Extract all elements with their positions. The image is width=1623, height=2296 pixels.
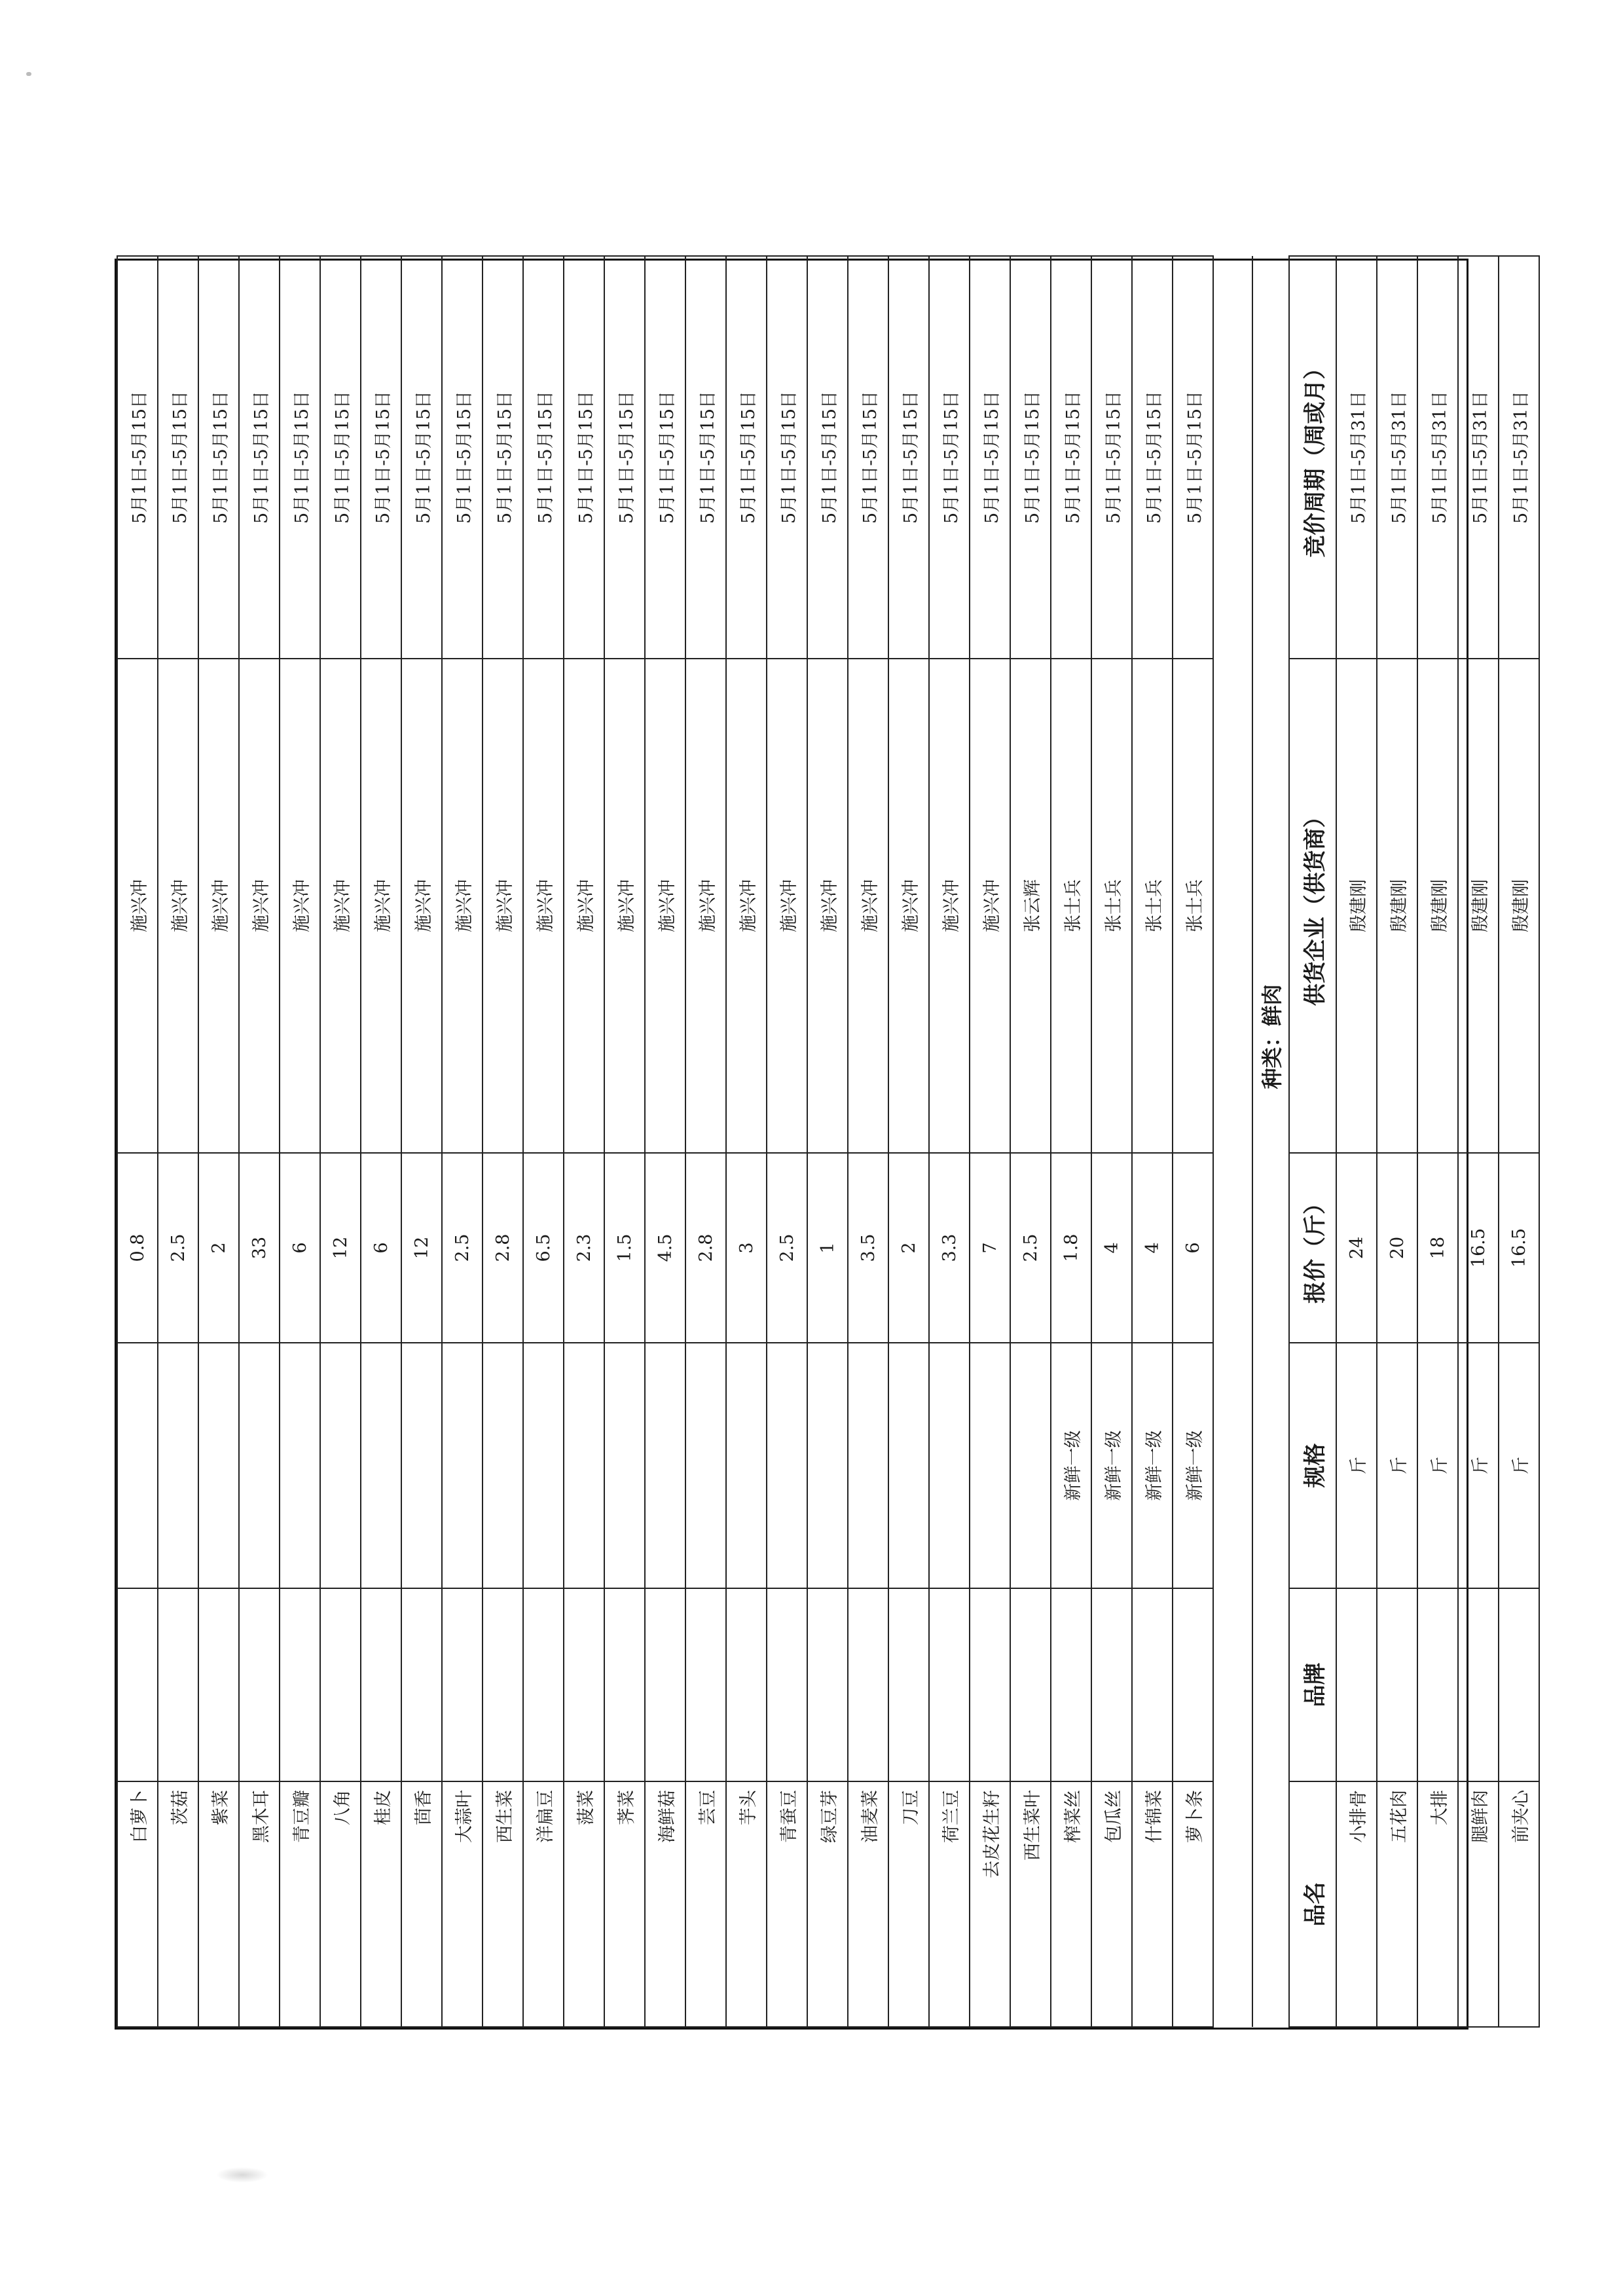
cell-price: 4	[1091, 1153, 1132, 1343]
cell-name: 桂皮	[361, 1781, 401, 2027]
table-row	[361, 256, 401, 2027]
cell-brand	[1458, 1588, 1499, 1781]
cell-period: 5月1日-5月15日	[1091, 256, 1132, 659]
cell-brand	[1417, 1588, 1458, 1781]
cell-name: 海鲜菇	[645, 1781, 685, 2027]
cell-supplier: 施兴冲	[970, 659, 1010, 1153]
cell-spec	[523, 1343, 564, 1588]
cell-spec	[645, 1343, 685, 1588]
cell-spec	[158, 1343, 198, 1588]
cell-supplier: 施兴冲	[280, 659, 320, 1153]
cell-brand	[361, 1588, 401, 1781]
cell-brand	[767, 1588, 807, 1781]
cell-supplier: 施兴冲	[767, 659, 807, 1153]
table-row	[1091, 256, 1132, 2027]
cell-price: 4.5	[645, 1153, 685, 1343]
cell-price: 16.5	[1499, 1153, 1539, 1343]
cell-name: 油麦菜	[848, 1781, 888, 2027]
cell-name: 绿豆芽	[807, 1781, 848, 2027]
table-row	[1132, 256, 1173, 2027]
cell-period: 5月1日-5月31日	[1377, 256, 1417, 659]
cell-name: 大排	[1417, 1781, 1458, 2027]
cell-supplier: 施兴冲	[807, 659, 848, 1153]
cell-spec	[848, 1343, 888, 1588]
cell-supplier: 殷建刚	[1377, 659, 1417, 1153]
cell-price: 4	[1132, 1153, 1173, 1343]
cell-supplier: 施兴冲	[442, 659, 483, 1153]
cell-supplier: 施兴冲	[198, 659, 239, 1153]
cell-period: 5月1日-5月15日	[807, 256, 848, 659]
table-row	[564, 256, 604, 2027]
cell-period: 5月1日-5月15日	[970, 256, 1010, 659]
cell-name: 茨菇	[158, 1781, 198, 2027]
cell-period: 5月1日-5月15日	[117, 256, 158, 659]
cell-supplier: 施兴冲	[239, 659, 280, 1153]
cell-name: 荠菜	[604, 1781, 645, 2027]
cell-period: 5月1日-5月31日	[1499, 256, 1539, 659]
cell-spec	[483, 1343, 523, 1588]
cell-name: 八角	[320, 1781, 361, 2027]
cell-brand	[1010, 1588, 1051, 1781]
cell-supplier: 施兴冲	[361, 659, 401, 1153]
cell-brand	[158, 1588, 198, 1781]
table-row	[1499, 256, 1539, 2027]
cell-period: 5月1日-5月15日	[604, 256, 645, 659]
cell-price: 2	[198, 1153, 239, 1343]
header-period: 竞价周期（周或月）	[1289, 256, 1336, 659]
cell-period: 5月1日-5月31日	[1417, 256, 1458, 659]
cell-spec	[117, 1343, 158, 1588]
cell-price: 2.5	[1010, 1153, 1051, 1343]
cell-spec: 斤	[1499, 1343, 1539, 1588]
cell-name: 黑木耳	[239, 1781, 280, 2027]
cell-price: 16.5	[1458, 1153, 1499, 1343]
spacer-row	[1213, 256, 1252, 2027]
cell-price: 3.5	[848, 1153, 888, 1343]
cell-brand	[685, 1588, 726, 1781]
cell-brand	[239, 1588, 280, 1781]
table-row	[280, 256, 320, 2027]
cell-brand	[645, 1588, 685, 1781]
cell-period: 5月1日-5月15日	[685, 256, 726, 659]
cell-brand	[848, 1588, 888, 1781]
cell-name: 五花肉	[1377, 1781, 1417, 2027]
cell-period: 5月1日-5月15日	[401, 256, 442, 659]
cell-brand	[1173, 1588, 1213, 1781]
cell-supplier: 施兴冲	[929, 659, 970, 1153]
table-row	[198, 256, 239, 2027]
table-row	[442, 256, 483, 2027]
table-row	[767, 256, 807, 2027]
category-section	[1213, 256, 1336, 2027]
table-row	[158, 256, 198, 2027]
cell-period: 5月1日-5月15日	[645, 256, 685, 659]
table-row	[401, 256, 442, 2027]
cell-spec	[320, 1343, 361, 1588]
table-row	[483, 256, 523, 2027]
cell-spec	[685, 1343, 726, 1588]
cell-brand	[807, 1588, 848, 1781]
cell-name: 腿鲜肉	[1458, 1781, 1499, 2027]
cell-brand	[564, 1588, 604, 1781]
cell-period: 5月1日-5月15日	[280, 256, 320, 659]
cell-spec	[239, 1343, 280, 1588]
table-row	[1173, 256, 1213, 2027]
cell-spec	[767, 1343, 807, 1588]
table-row	[848, 256, 888, 2027]
cell-period: 5月1日-5月15日	[564, 256, 604, 659]
cell-name: 白萝卜	[117, 1781, 158, 2027]
cell-name: 小排骨	[1336, 1781, 1377, 2027]
cell-spec	[929, 1343, 970, 1588]
cell-price: 2.5	[442, 1153, 483, 1343]
cell-name: 大蒜叶	[442, 1781, 483, 2027]
cell-spec: 斤	[1336, 1343, 1377, 1588]
cell-supplier: 张士兵	[1051, 659, 1091, 1153]
cell-supplier: 施兴冲	[645, 659, 685, 1153]
table-row	[523, 256, 564, 2027]
cell-supplier: 施兴冲	[117, 659, 158, 1153]
cell-supplier: 施兴冲	[604, 659, 645, 1153]
table-row	[807, 256, 848, 2027]
meat-rows	[1336, 256, 1539, 2027]
cell-brand	[198, 1588, 239, 1781]
cell-period: 5月1日-5月15日	[1173, 256, 1213, 659]
header-price: 报价（斤）	[1289, 1153, 1336, 1343]
table-row	[1417, 256, 1458, 2027]
cell-price: 2.8	[685, 1153, 726, 1343]
cell-price: 2.3	[564, 1153, 604, 1343]
table-row	[1051, 256, 1091, 2027]
cell-period: 5月1日-5月15日	[1010, 256, 1051, 659]
cell-supplier: 施兴冲	[158, 659, 198, 1153]
cell-price: 12	[401, 1153, 442, 1343]
cell-period: 5月1日-5月15日	[929, 256, 970, 659]
table-row	[1010, 256, 1051, 2027]
cell-period: 5月1日-5月15日	[1132, 256, 1173, 659]
cell-supplier: 张云辉	[1010, 659, 1051, 1153]
cell-price: 6	[280, 1153, 320, 1343]
cell-brand	[1051, 1588, 1091, 1781]
scan-smudge	[216, 2167, 268, 2183]
table-row	[320, 256, 361, 2027]
cell-name: 榨菜丝	[1051, 1781, 1091, 2027]
table-row	[117, 256, 158, 2027]
cell-price: 20	[1377, 1153, 1417, 1343]
cell-price: 1	[807, 1153, 848, 1343]
cell-name: 紫菜	[198, 1781, 239, 2027]
cell-spec	[970, 1343, 1010, 1588]
cell-supplier: 施兴冲	[888, 659, 929, 1153]
cell-price: 3	[726, 1153, 767, 1343]
cell-brand	[604, 1588, 645, 1781]
cell-period: 5月1日-5月31日	[1458, 256, 1499, 659]
cell-brand	[970, 1588, 1010, 1781]
cell-price: 7	[970, 1153, 1010, 1343]
cell-price: 2.5	[767, 1153, 807, 1343]
cell-name: 西生菜	[483, 1781, 523, 2027]
cell-brand	[117, 1588, 158, 1781]
cell-brand	[320, 1588, 361, 1781]
cell-period: 5月1日-5月15日	[361, 256, 401, 659]
cell-price: 18	[1417, 1153, 1458, 1343]
cell-period: 5月1日-5月15日	[726, 256, 767, 659]
cell-brand	[483, 1588, 523, 1781]
cell-spec: 新鲜一级	[1091, 1343, 1132, 1588]
cell-spec: 斤	[1377, 1343, 1417, 1588]
cell-supplier: 殷建刚	[1458, 659, 1499, 1153]
cell-supplier: 施兴冲	[401, 659, 442, 1153]
cell-price: 24	[1336, 1153, 1377, 1343]
cell-period: 5月1日-5月31日	[1336, 256, 1377, 659]
cell-period: 5月1日-5月15日	[483, 256, 523, 659]
cell-price: 1.8	[1051, 1153, 1091, 1343]
cell-name: 萝卜条	[1173, 1781, 1213, 2027]
cell-period: 5月1日-5月15日	[523, 256, 564, 659]
cell-spec	[361, 1343, 401, 1588]
cell-price: 2	[888, 1153, 929, 1343]
cell-price: 3.3	[929, 1153, 970, 1343]
cell-brand	[888, 1588, 929, 1781]
cell-period: 5月1日-5月15日	[848, 256, 888, 659]
cell-name: 青蚕豆	[767, 1781, 807, 2027]
cell-spec: 新鲜一级	[1051, 1343, 1091, 1588]
procurement-price-table	[115, 259, 1531, 2030]
cell-supplier: 施兴冲	[523, 659, 564, 1153]
cell-spec: 斤	[1417, 1343, 1458, 1588]
table-row	[726, 256, 767, 2027]
cell-spec	[1010, 1343, 1051, 1588]
cell-supplier: 施兴冲	[848, 659, 888, 1153]
table-row	[888, 256, 929, 2027]
cell-price: 33	[239, 1153, 280, 1343]
cell-name: 刀豆	[888, 1781, 929, 2027]
table-row	[604, 256, 645, 2027]
cell-brand	[401, 1588, 442, 1781]
cell-spec: 斤	[1458, 1343, 1499, 1588]
cell-name: 包瓜丝	[1091, 1781, 1132, 2027]
cell-price: 0.8	[117, 1153, 158, 1343]
table-row	[929, 256, 970, 2027]
cell-brand	[1091, 1588, 1132, 1781]
cell-spec: 新鲜一级	[1132, 1343, 1173, 1588]
cell-spec	[807, 1343, 848, 1588]
scan-speck	[26, 72, 31, 76]
cell-period: 5月1日-5月15日	[158, 256, 198, 659]
cell-spec	[198, 1343, 239, 1588]
cell-period: 5月1日-5月15日	[767, 256, 807, 659]
cell-brand	[1132, 1588, 1173, 1781]
table-header	[1289, 256, 1336, 2027]
cell-period: 5月1日-5月15日	[239, 256, 280, 659]
header-spec: 规格	[1289, 1343, 1336, 1588]
cell-spec	[564, 1343, 604, 1588]
cell-spec	[401, 1343, 442, 1588]
cell-brand	[442, 1588, 483, 1781]
cell-name: 茴香	[401, 1781, 442, 2027]
cell-spec	[726, 1343, 767, 1588]
category-label: 种类：鲜肉	[1252, 256, 1289, 2027]
cell-name: 西生菜叶	[1010, 1781, 1051, 2027]
cell-price: 2.5	[158, 1153, 198, 1343]
cell-supplier: 殷建刚	[1499, 659, 1539, 1153]
cell-name: 芋头	[726, 1781, 767, 2027]
cell-price: 1.5	[604, 1153, 645, 1343]
vegetable-rows	[117, 256, 1213, 2027]
cell-name: 洋扁豆	[523, 1781, 564, 2027]
cell-supplier: 殷建刚	[1336, 659, 1377, 1153]
cell-name: 青豆瓣	[280, 1781, 320, 2027]
table-row	[1336, 256, 1377, 2027]
cell-supplier: 施兴冲	[685, 659, 726, 1153]
cell-brand	[1377, 1588, 1417, 1781]
cell-supplier: 施兴冲	[320, 659, 361, 1153]
cell-name: 芸豆	[685, 1781, 726, 2027]
cell-brand	[1336, 1588, 1377, 1781]
cell-name: 前夹心	[1499, 1781, 1539, 2027]
cell-spec: 新鲜一级	[1173, 1343, 1213, 1588]
header-supplier: 供货企业（供货商）	[1289, 659, 1336, 1153]
cell-brand	[523, 1588, 564, 1781]
cell-period: 5月1日-5月15日	[442, 256, 483, 659]
cell-price: 6	[1173, 1153, 1213, 1343]
table-row	[239, 256, 280, 2027]
cell-brand	[1499, 1588, 1539, 1781]
cell-supplier: 张士兵	[1173, 659, 1213, 1153]
cell-supplier: 殷建刚	[1417, 659, 1458, 1153]
cell-supplier: 施兴冲	[564, 659, 604, 1153]
cell-brand	[929, 1588, 970, 1781]
cell-spec	[442, 1343, 483, 1588]
cell-name: 什锦菜	[1132, 1781, 1173, 2027]
price-table	[117, 255, 1540, 2028]
table-row	[1458, 256, 1499, 2027]
cell-spec	[280, 1343, 320, 1588]
cell-spec	[888, 1343, 929, 1588]
cell-supplier: 张士兵	[1132, 659, 1173, 1153]
cell-period: 5月1日-5月15日	[888, 256, 929, 659]
cell-supplier: 施兴冲	[726, 659, 767, 1153]
cell-period: 5月1日-5月15日	[320, 256, 361, 659]
cell-price: 12	[320, 1153, 361, 1343]
table-row	[1377, 256, 1417, 2027]
cell-period: 5月1日-5月15日	[198, 256, 239, 659]
table-row	[970, 256, 1010, 2027]
category-row	[1252, 256, 1289, 2027]
cell-name: 菠菜	[564, 1781, 604, 2027]
cell-name: 去皮花生籽	[970, 1781, 1010, 2027]
cell-price: 6.5	[523, 1153, 564, 1343]
cell-brand	[726, 1588, 767, 1781]
cell-period: 5月1日-5月15日	[1051, 256, 1091, 659]
header-name: 品名	[1289, 1781, 1336, 2027]
cell-price: 2.8	[483, 1153, 523, 1343]
cell-name: 荷兰豆	[929, 1781, 970, 2027]
cell-supplier: 张士兵	[1091, 659, 1132, 1153]
cell-brand	[280, 1588, 320, 1781]
header-brand: 品牌	[1289, 1588, 1336, 1781]
cell-supplier: 施兴冲	[483, 659, 523, 1153]
cell-price: 6	[361, 1153, 401, 1343]
table-row	[645, 256, 685, 2027]
cell-spec	[604, 1343, 645, 1588]
table-row	[685, 256, 726, 2027]
